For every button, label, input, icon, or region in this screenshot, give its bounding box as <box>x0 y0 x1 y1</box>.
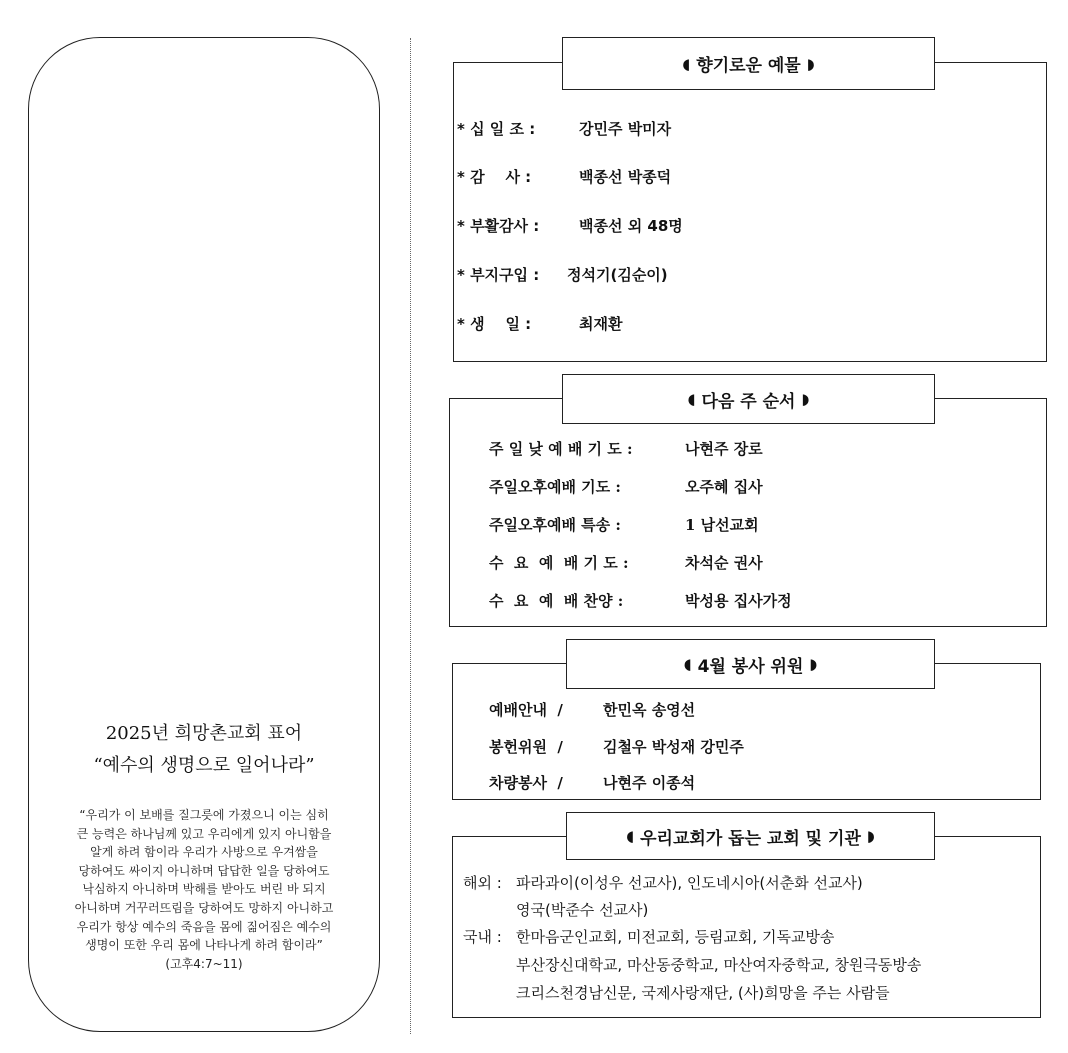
verse-line: “우리가 이 보배를 질그릇에 가졌으니 이는 심히 <box>79 808 329 822</box>
schedule-value: 차석순 권사 <box>685 554 763 572</box>
right-bracket-icon: ◗ <box>801 390 810 408</box>
next-week-title-box <box>562 374 935 424</box>
verse-line: 낙심하지 아니하며 박해를 받아도 버린 바 되지 <box>82 882 326 897</box>
schedule-value: 1 남선교회 <box>685 516 759 534</box>
offering-title: 향기로운 예물 <box>696 56 801 76</box>
verse-reference: (고후4:7~11) <box>165 956 243 971</box>
right-bracket-icon: ◗ <box>806 54 815 73</box>
offering-row: * 부지구입 : 정석기(김순이) <box>457 266 668 284</box>
schedule-row: 주일오후예배 기도 : 오주혜 집사 <box>489 478 763 496</box>
right-bracket-icon: ◗ <box>809 655 818 673</box>
volunteer-value: 나현주 이종석 <box>603 774 696 792</box>
volunteer-row: 봉헌위원 / 김철우 박성재 강민주 <box>489 738 744 756</box>
verse-line: 당하여도 싸이지 아니하며 답답한 일을 당하여도 <box>78 863 330 878</box>
verse-line: 우리가 항상 예수의 죽음을 몸에 짊어짐은 예수의 <box>76 919 332 934</box>
motto-slogan: “예수의 생명으로 일어나라” <box>93 755 315 776</box>
overseas-line: 영국(박준수 선교사) <box>516 901 649 919</box>
volunteers-title-box <box>566 639 935 689</box>
offering-row: * 십 일 조 : 강민주 박미자 <box>457 120 672 138</box>
right-bracket-icon: ◗ <box>866 827 875 845</box>
support-title-box <box>566 812 935 860</box>
left-bracket-icon: ◖ <box>683 655 692 673</box>
offering-row: * 생 일 : 최재환 <box>457 315 623 333</box>
schedule-value: 박성용 집사가정 <box>685 592 792 610</box>
left-bracket-icon: ◖ <box>687 390 696 408</box>
domestic-line: 한마음군인교회, 미전교회, 등림교회, 기독교방송 <box>516 928 835 946</box>
offering-title-box <box>562 37 935 90</box>
next-week-title: 다음 주 순서 <box>701 391 796 412</box>
schedule-value: 나현주 장로 <box>685 440 763 458</box>
volunteer-row: 예배안내 / 한민옥 송영선 <box>489 701 696 719</box>
domestic-line: 크리스천경남신문, 국제사랑재단, (사)희망을 주는 사람들 <box>516 984 890 1002</box>
schedule-row: 수 요 예 배 찬양 : 박성용 집사가정 <box>489 592 792 610</box>
domestic-line: 부산장신대학교, 마산동중학교, 마산여자중학교, 창원극동방송 <box>516 956 922 974</box>
offering-row: * 부활감사 : 백종선 외 48명 <box>457 217 683 235</box>
volunteers-title: 4월 봉사 위원 <box>697 656 804 677</box>
motto-title: 2025년 희망촌교회 표어 <box>105 723 303 744</box>
motto-block <box>29 718 379 782</box>
left-bracket-icon: ◖ <box>682 54 691 73</box>
volunteer-value: 한민옥 송영선 <box>603 701 696 719</box>
verse-line: 아니하며 거꾸러뜨림을 당하여도 망하지 아니하고 <box>74 900 334 915</box>
offering-value: 백종선 박종덕 <box>579 168 672 186</box>
schedule-row: 주 일 낮 예 배 기 도 : 나현주 장로 <box>489 440 763 458</box>
volunteer-row: 차량봉사 / 나현주 이종석 <box>489 774 696 792</box>
schedule-row: 수 요 예 배 기 도 : 차석순 권사 <box>489 554 763 572</box>
verse-line: 알게 하려 함이라 우리가 사방으로 우겨쌈을 <box>90 845 318 860</box>
support-title: 우리교회가 돕는 교회 및 기관 <box>640 828 861 849</box>
offering-value: 백종선 외 48명 <box>579 217 683 235</box>
offering-value: 강민주 박미자 <box>579 120 672 138</box>
verse-text <box>39 806 369 973</box>
fold-divider <box>410 38 411 1034</box>
verse-line: 생명이 또한 우리 몸에 나타나게 하려 함이라” <box>85 938 323 953</box>
offering-row: * 감 사 : 백종선 박종덕 <box>457 168 672 186</box>
motto-card <box>28 37 380 1032</box>
schedule-row: 주일오후예배 특송 : 1 남선교회 <box>489 516 759 534</box>
offering-value: 최재환 <box>579 315 623 333</box>
schedule-value: 오주혜 집사 <box>685 478 763 496</box>
verse-line: 큰 능력은 하나님께 있고 우리에게 있지 아니함을 <box>76 826 332 841</box>
overseas-label: 해외 : <box>463 874 502 892</box>
domestic-label: 국내 : <box>463 928 502 946</box>
offering-value: 정석기(김순이) <box>567 266 668 284</box>
overseas-line: 파라과이(이성우 선교사), 인도네시아(서춘화 선교사) <box>516 874 863 892</box>
left-bracket-icon: ◖ <box>626 827 635 845</box>
volunteer-value: 김철우 박성재 강민주 <box>603 738 744 756</box>
